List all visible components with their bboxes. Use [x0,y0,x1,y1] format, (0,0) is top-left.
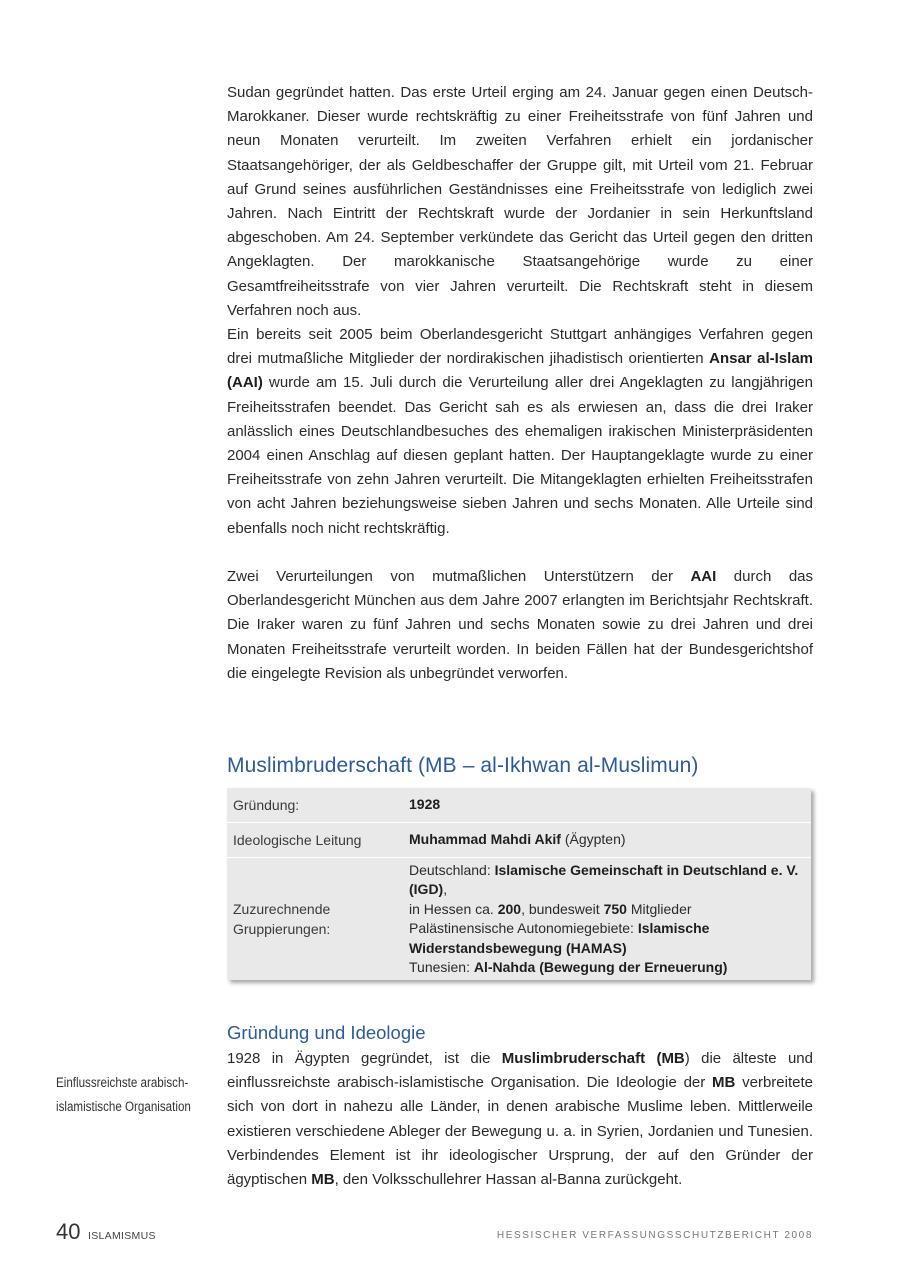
bold-term-mb: MB [712,1074,736,1092]
bold-term-ansar-al-islam: Ansar al-Islam (AAI) [227,350,813,392]
paragraph-text: durch das Oberlandesgericht München aus dem Jahre 2007 erlangten im Berichtsjahr Rechtskraft. Die Iraker waren zu fünf Jahren und sechs Monaten sowie zu drei Jahren und drei Monaten Freiheitsstrafe verurteilt worden. In beiden Fällen hat der Bundesgerichtshof die eingelegte Revision als unbegründet verworfen. [227,568,814,682]
groups-value [409,861,811,978]
paragraph-mb-ideology [227,1047,813,1192]
table-row-leadership [227,823,811,858]
group-tunisia-org: Al-Nahda (Bewegung der Erneuerung) [473,959,728,975]
group-germany-sep: , [443,881,448,897]
leader-name: Muhammad Mahdi Akif [409,831,561,848]
group-germany-prefix: Deutschland: [409,861,495,878]
founding-label: Gründung: [233,797,300,813]
bund-prefix: , bundesweit [521,900,604,917]
paragraph-text: 1928 in Ägypten gegründet, ist die [227,1050,502,1067]
bold-term-muslimbruderschaft: Muslimbruderschaft (MB [501,1050,685,1067]
members-suffix: Mitglieder [626,900,692,917]
paragraph-aai-stuttgart [227,323,813,541]
footer-report-title: HESSISCHER VERFASSUNGSSCHUTZBERICHT 2008 [496,1230,813,1241]
founding-year: 1928 [409,796,441,813]
group-germany-members [409,900,811,920]
footer-section-label: ISLAMISMUS [88,1230,156,1242]
paragraph-court-rulings [227,81,813,323]
section-heading-muslimbruderschaft: Muslimbruderschaft (MB – al-Ikhwan al-Muslimun) [227,754,699,777]
group-palestine [409,919,811,958]
paragraph-text: Ein bereits seit 2005 beim Oberlandesgericht Stuttgart anhängiges Verfahren gegen drei mutmaßliche Mitglieder der nordirakischen jihadistisch orientierten [227,326,813,368]
group-palestine-org: Islamische Widerstandsbewegung (HAMAS) [409,920,710,956]
groups-label: Zuzurechnende Gruppierungen: [233,901,331,937]
paragraph-text: ) die älteste und einflussreichste arabisch-islamistische Organisation. Die Ideologie der [227,1050,813,1092]
organisation-info-table [227,788,811,980]
paragraph-text: , den Volksschullehrer Hassan al-Banna zurückgeht. [334,1171,683,1189]
hessen-prefix: in Hessen ca. [409,900,498,917]
leadership-value [409,830,811,850]
table-row-groups [227,858,811,980]
leader-country: (Ägypten) [560,831,626,848]
bold-term-mb: MB [311,1171,335,1189]
group-tunisia [409,958,811,978]
table-row-founding [227,788,811,823]
hessen-count: 200 [497,900,522,917]
margin-note: Einflussreichste arabisch-islamistische Organisation [56,1075,191,1114]
paragraph-text: verbreitete sich von dort in nahezu alle Länder, in denen arabische Muslime leben. Mittlerweile existieren verschiedene Ableger der Bewegung u. a. in Syrien, Jordanien und Tunesien. Verbindendes Element ist ihr ideologischer Ursprung, der auf den Gründer der ägyptischen [227,1074,814,1189]
group-tunisia-prefix: Tunesien: [409,959,474,975]
group-germany-org: Islamische Gemeinschaft in Deutschland e. V. (IGD) [409,861,799,897]
paragraph-text: Zwei Verurteilungen von mutmaßlichen Unterstützern der [227,568,691,585]
group-palestine-prefix: Palästinensische Autonomiegebiete: [409,920,638,936]
leadership-label: Ideologische Leitung [233,832,362,848]
group-germany [409,861,811,900]
paragraph-text: Sudan gegründet hatten. Das erste Urteil erging am 24. Januar gegen einen Deutsch-Marokkaner. Dieser wurde rechtskräftig zu einer Freiheitsstrafe von fünf Jahren und neun Monaten verurteilt. Im zweiten Verfahren erhielt ein jordanischer Staatsangehöriger, der als Geldbeschaffer der Gruppe gilt, mit Urteil vom 21. Februar auf Grund seines ausführlichen Geständnisses eine Freiheitsstrafe von lediglich zwei Jahren. Nach Eintritt der Rechtskraft wurde der Jordanier in sein Herkunftsland abgeschoben. Am 24. September verkündete das Gericht das Urteil gegen den dritten Angeklagten. Der marokkanische Staatsangehörige wurde zu einer Gesamtfreiheitsstrafe von vier Jahren verurteilt. Die Rechtskraft steht in diesem Verfahren noch aus. [227,84,813,319]
founding-value [409,795,811,815]
paragraph-text: wurde am 15. Juli durch die Verurteilung aller drei Angeklagten zu langjährigen Freiheitsstrafen beendet. Das Gericht sah es als erwiesen an, dass die drei Iraker anlässlich eines Deutschlandbesuches des ehemaligen irakischen Ministerpräsidenten 2004 einen Anschlag auf diesen geplant hatten. Der Hauptangeklagte wurde zu einer Freiheitsstrafe von zehn Jahren verurteilt. Die Mitangeklagten erhielten Freiheitsstrafen von acht Jahren beziehungsweise sieben Jahren und sechs Monaten. Alle Urteile sind ebenfalls noch nicht rechtskräftig. [227,374,813,537]
bund-count: 750 [603,900,627,917]
bold-term-aai: AAI [690,568,717,585]
page-number: 40 [56,1219,81,1244]
subheading-gruendung-ideologie: Gründung und Ideologie [227,1022,426,1043]
paragraph-aai-muenchen [227,565,813,686]
